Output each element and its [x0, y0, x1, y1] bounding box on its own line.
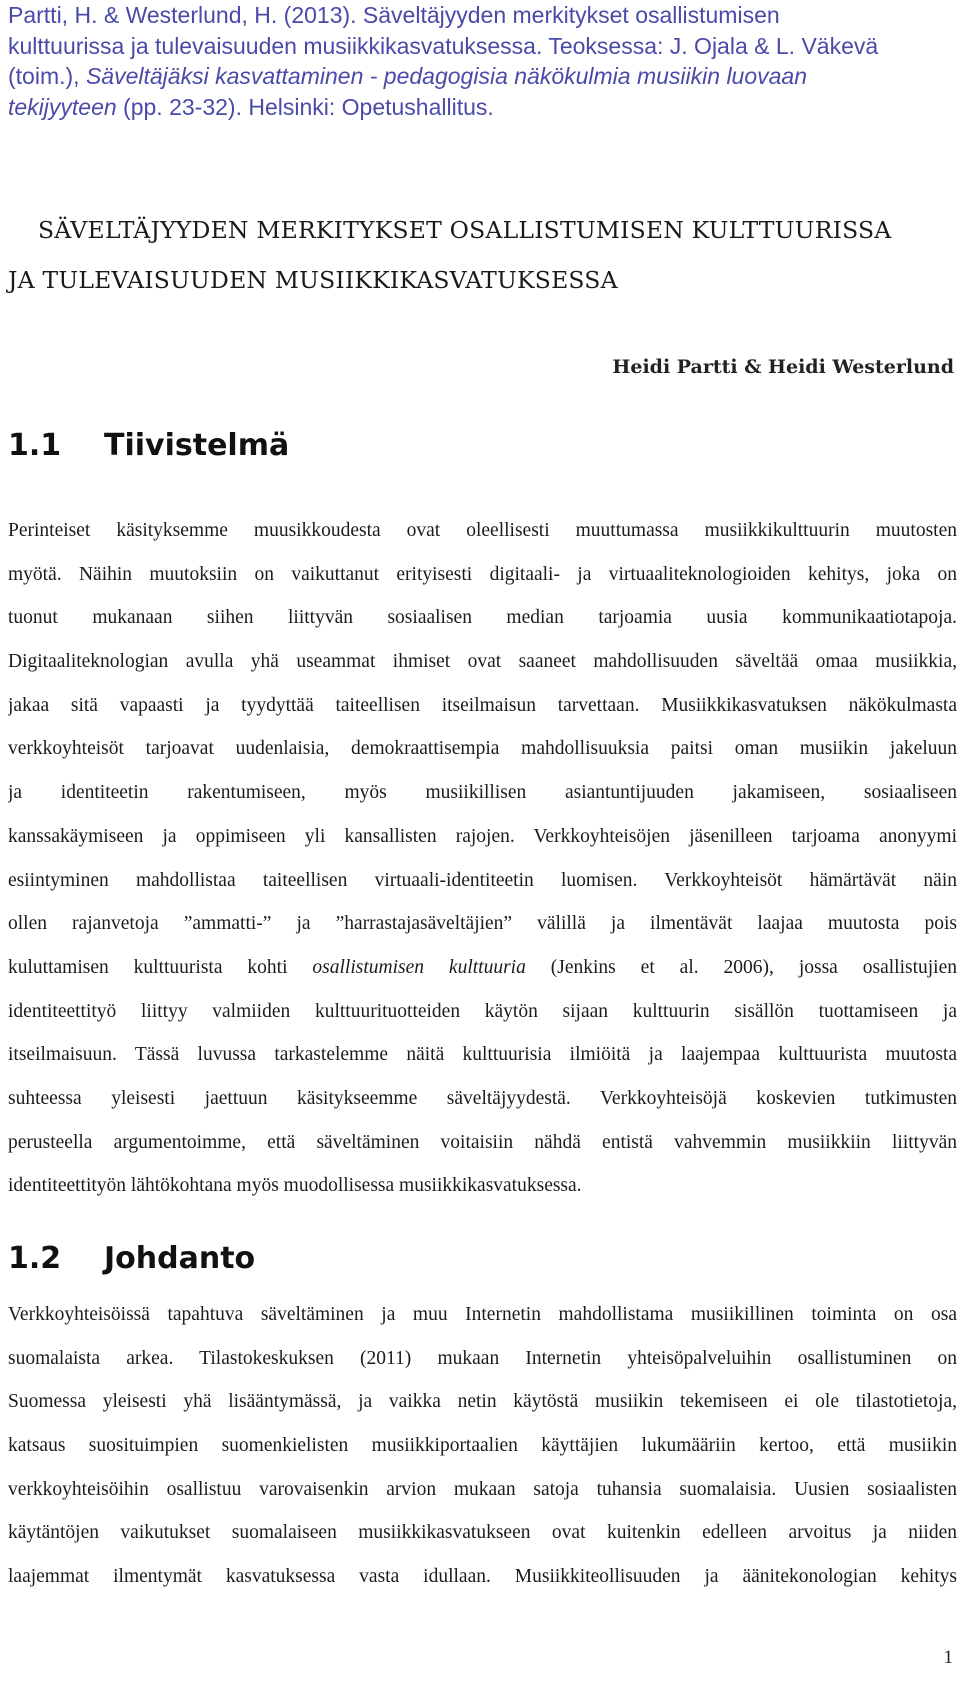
citation-line-2: kulttuurissa ja tulevaisuuden musiikkikasvatuksessa. Teoksessa: J. Ojala & L. Väkevä: [8, 32, 879, 59]
text-line: itseilmaisuun. Tässä luvussa tarkastelemme näitä kulttuurisia ilmiöitä ja laajempaa kulttuurista muutosta: [8, 1044, 957, 1066]
citation-publisher: (pp. 23-32). Helsinki: Opetushallitus.: [116, 93, 494, 120]
text-line-with-italic: [8, 946, 957, 990]
citation-line-3-prefix: (toim.),: [8, 63, 86, 89]
text-line: laajemmat ilmentymät kasvatuksessa vasta idullaan. Musiikkiteollisuuden ja äänitekonologian kehitys: [8, 1566, 957, 1588]
italic-term: osallistumisen kulttuuria: [312, 956, 526, 978]
article-title: [8, 205, 958, 305]
citation-book-title-cont: tekijyyteen: [8, 93, 117, 120]
section-heading-introduction: [8, 1241, 255, 1276]
abstract-paragraph: [8, 509, 957, 1208]
text-line: käytäntöjen vaikutukset suomalaiseen musiikkikasvatukseen ovat kuitenkin edelleen arvoitus ja niiden: [8, 1522, 957, 1544]
text-line: Perinteiset käsityksemme muusikkoudesta ovat oleellisesti muuttumassa musiikkikulttuurin muutosten: [8, 520, 957, 541]
citation-book-title: Säveltäjäksi kasvattaminen - pedagogisia näkökulmia musiikin luovaan: [85, 63, 808, 89]
page-number: 1: [943, 1647, 953, 1668]
text-line: myötä. Näihin muutoksiin on vaikuttanut erityisesti digitaali- ja virtuaaliteknologioiden kehitys, joka on: [8, 563, 957, 585]
text-line: verkkoyhteisöt tarjoavat uudenlaisia, demokraattisempia mahdollisuuksia paitsi oman musiikin jakeluun: [8, 738, 957, 760]
section-heading-abstract: [8, 428, 289, 463]
section-title: Johdanto: [104, 1241, 256, 1276]
text-line: identiteettityö liittyy valmiiden kulttuurituotteiden käytön sijaan kulttuurin sisällön tuottamiseen ja: [8, 1000, 957, 1022]
section-title: Tiivistelmä: [104, 428, 290, 463]
document-page: [8, 0, 957, 1681]
citation-line-1: Partti, H. & Westerlund, H. (2013). Säveltäjyyden merkitykset osallistumisen: [8, 2, 780, 28]
introduction-paragraph: [8, 1293, 957, 1599]
citation-block: [8, 0, 948, 122]
text-line: verkkoyhteisöihin osallistuu varovaisenkin arvion mukaan satoja tuhansia suomalaisia. Uusien sosiaalisten: [8, 1478, 957, 1500]
section-number: 1.2: [8, 1241, 62, 1276]
text-line: Digitaaliteknologian avulla yhä useammat ihmiset ovat saaneet mahdollisuuden säveltää omaa musiikkia,: [8, 651, 957, 673]
text-line: ja identiteetin rakentumiseen, myös musiikillisen asiantuntijuuden jakamiseen, sosiaaliseen: [8, 782, 957, 804]
text-segment: (Jenkins et al. 2006), jossa osallistujien: [525, 956, 957, 978]
section-number: 1.1: [8, 428, 62, 463]
text-line: perusteella argumentoimme, että säveltäminen voitaisiin nähdä entistä vahvemmin musiikkiin liittyvän: [8, 1131, 957, 1153]
article-title-line-2: JA TULEVAISUUDEN MUSIIKKIKASVATUKSESSA: [8, 266, 618, 294]
text-line: jakaa sitä vapaasti ja tyydyttää taiteellisen itseilmaisun tarvettaan. Musiikkikasvatuksen näkökulmasta: [8, 694, 957, 716]
text-segment: kuluttamisen kulttuurista kohti: [8, 956, 313, 978]
text-line: Suomessa yleisesti yhä lisääntymässä, ja vaikka netin käytöstä musiikin tekemiseen ei ole tilastotietoja,: [8, 1391, 957, 1413]
text-line: kanssakäymiseen ja oppimiseen yli kansallisten rajojen. Verkkoyhteisöjen jäsenilleen tarjoama anonyymi: [8, 825, 957, 847]
authors: Heidi Partti & Heidi Westerlund: [612, 356, 954, 378]
text-line: Verkkoyhteisöissä tapahtuva säveltäminen ja muu Internetin mahdollistama musiikillinen toiminta on osa: [8, 1304, 957, 1325]
text-line: ollen rajanvetoja ”ammatti-” ja ”harrastajasäveltäjien” välillä ja ilmentävät laajaa muutosta pois: [8, 913, 957, 935]
text-line: esiintyminen mahdollistaa taiteellisen virtuaali-identiteetin luomisen. Verkkoyhteisöt hämärtävät näin: [8, 869, 957, 891]
text-line: tuonut mukanaan siihen liittyvän sosiaalisen median tarjoamia uusia kommunikaatiotapoja.: [8, 607, 957, 629]
text-line: identiteettityön lähtökohtana myös muodollisessa musiikkikasvatuksessa.: [8, 1175, 582, 1197]
text-line: katsaus suosituimpien suomenkielisten musiikkiportaalien käyttäjien lukumääriin kertoo, että musiikin: [8, 1435, 957, 1457]
text-line: suomalaista arkea. Tilastokeskuksen (2011) mukaan Internetin yhteisöpalveluihin osallistuminen on: [8, 1347, 957, 1369]
article-title-line-1: SÄVELTÄJYYDEN MERKITYKSET OSALLISTUMISEN KULTTUURISSA: [38, 216, 892, 244]
text-line: suhteessa yleisesti jaettuun käsitykseemme säveltäjyydestä. Verkkoyhteisöjä koskevien tutkimusten: [8, 1087, 957, 1109]
